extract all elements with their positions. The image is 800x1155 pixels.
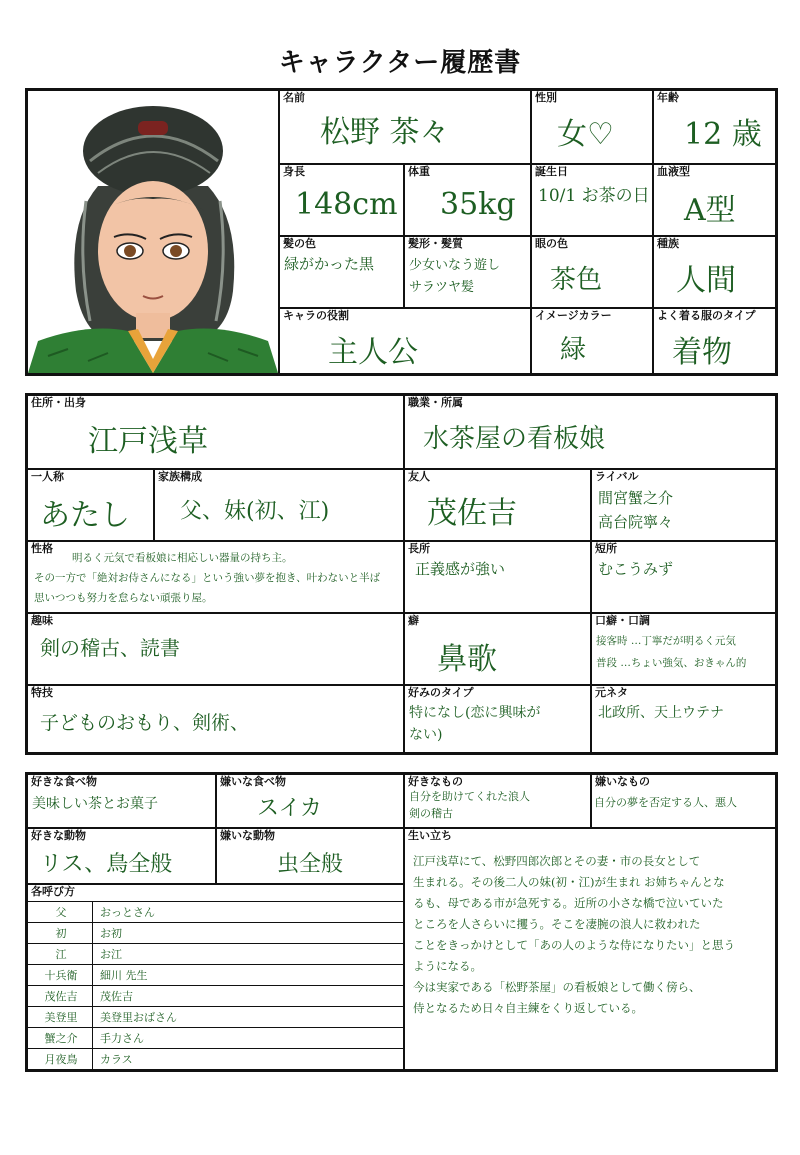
calling-row	[28, 1048, 403, 1069]
field-dis-animal	[215, 827, 403, 883]
field-hobby-label: 趣味	[31, 614, 53, 627]
field-role-label: キャラの役割	[283, 309, 349, 322]
field-skill	[28, 684, 403, 752]
calling-who: 月夜鳥	[44, 1053, 78, 1066]
field-first-person	[28, 468, 153, 540]
field-race-label: 種族	[657, 237, 679, 250]
field-address-value: 江戸浅草	[88, 424, 208, 459]
field-address	[28, 396, 403, 468]
field-family-value: 父、妹(初、江)	[180, 499, 330, 524]
field-age	[652, 91, 775, 163]
calling-divider	[92, 902, 93, 923]
field-skill-label: 特技	[31, 686, 53, 699]
field-friend-label: 友人	[408, 470, 430, 483]
field-weakness	[590, 540, 775, 612]
field-hair-style-label: 髪形・髪質	[408, 237, 463, 250]
field-blood-label: 血液型	[657, 165, 690, 178]
field-gender	[530, 91, 652, 163]
field-address-label: 住所・出身	[31, 396, 86, 409]
calling-who: 江	[55, 948, 67, 961]
calling-who: 茂佐吉	[44, 990, 78, 1003]
calling-call: お初	[100, 927, 122, 940]
field-hair-color-label: 髪の色	[283, 237, 316, 250]
field-speech-value: 接客時 …丁寧だが明るく元気 普段 …ちょい強気、おきゃん的	[596, 635, 747, 669]
field-dis-food-value: スイカ	[257, 796, 322, 821]
profile-section	[25, 88, 778, 376]
field-habit-label: 癖	[408, 614, 419, 627]
field-job-value: 水茶屋の看板娘	[423, 424, 606, 454]
calling-divider	[92, 986, 93, 1007]
calling-call: お江	[100, 948, 122, 961]
calling-who: 十兵衛	[44, 969, 78, 982]
field-weakness-label: 短所	[595, 542, 617, 555]
field-hair-color-value: 緑がかった黒	[284, 255, 375, 273]
field-rival-label: ライバル	[595, 470, 639, 483]
field-role-value: 主人公	[328, 335, 418, 370]
details-section	[25, 393, 778, 755]
calling-call: 細川 先生	[100, 969, 148, 982]
field-habit	[403, 612, 590, 684]
field-hair-style-value: 少女いなう遊し サラツヤ髪	[409, 258, 501, 295]
calling-who: 蟹之介	[44, 1032, 78, 1045]
field-image-color	[530, 307, 652, 373]
field-first-person-label: 一人称	[31, 470, 64, 483]
field-dis-thing-value: 自分の夢を否定する人、悪人	[594, 796, 737, 809]
callings-label: 各呼び方	[31, 885, 75, 898]
likes-section	[25, 772, 778, 1072]
field-weight-label: 体重	[408, 165, 430, 178]
field-weakness-value: むこうみず	[598, 560, 674, 578]
field-fav-thing-value: 自分を助けてくれた浪人 剣の稽古	[409, 790, 530, 820]
field-blood	[652, 163, 775, 235]
field-first-person-value: あたし	[40, 498, 130, 533]
field-habit-value: 鼻歌	[437, 642, 497, 677]
field-rival-value: 間宮蟹之介 高台院寧々	[598, 489, 674, 531]
field-personality-value: 明るく元気で看板娘に相応しい器量の持ち主。 その一方で「絶対お侍さんになる」という強い夢を抱き、叶わないと半ば 思いつつも努力を怠らない頑張り屋。	[34, 552, 381, 604]
field-gender-value: 女♡	[557, 117, 614, 152]
field-height-value: 148cm	[295, 187, 398, 222]
field-age-label: 年齢	[657, 91, 679, 104]
calling-divider	[92, 1028, 93, 1049]
field-name	[278, 91, 530, 163]
field-speech	[590, 612, 775, 684]
field-fav-animal	[28, 827, 215, 883]
field-dis-food	[215, 775, 403, 827]
field-birthday-label: 誕生日	[535, 165, 568, 178]
field-personality-label: 性格	[31, 542, 53, 555]
field-dis-animal-value: 虫全般	[277, 852, 344, 877]
field-hobby	[28, 612, 403, 684]
field-hair-color	[278, 235, 403, 307]
field-speech-label: 口癖・口調	[595, 614, 650, 627]
field-dis-thing	[590, 775, 775, 827]
field-eye-color-value: 茶色	[550, 265, 603, 295]
field-rival	[590, 468, 775, 540]
field-height	[278, 163, 403, 235]
field-blood-value: A型	[684, 193, 736, 228]
field-fav-thing	[403, 775, 590, 827]
field-friend	[403, 468, 590, 540]
field-race	[652, 235, 775, 307]
calling-divider	[92, 944, 93, 965]
calling-row	[28, 943, 403, 964]
field-hair-style	[403, 235, 530, 307]
calling-call: おっとさん	[100, 906, 155, 919]
field-type-label: 好みのタイプ	[408, 686, 474, 699]
calling-row	[28, 964, 403, 985]
field-name-label: 名前	[283, 91, 305, 104]
field-clothes-value: 着物	[672, 335, 732, 370]
calling-call: 美登里おばさん	[100, 1011, 177, 1024]
field-background-label: 生い立ち	[408, 829, 452, 842]
field-strength-label: 長所	[408, 542, 430, 555]
field-fav-food-value: 美味しい茶とお菓子	[32, 796, 158, 812]
field-weight	[403, 163, 530, 235]
field-type-value: 特になし(恋に興味が ない)	[409, 705, 541, 743]
calling-row	[28, 985, 403, 1006]
calling-call: 茂佐吉	[100, 990, 133, 1003]
field-clothes	[652, 307, 775, 373]
calling-who: 美登里	[44, 1011, 78, 1024]
field-weight-value: 35kg	[440, 187, 516, 222]
calling-divider	[92, 1049, 93, 1070]
field-image-color-label: イメージカラー	[535, 309, 612, 322]
field-gender-label: 性別	[535, 91, 557, 104]
field-job	[403, 396, 775, 468]
calling-divider	[92, 1007, 93, 1028]
field-age-value: 12 歳	[684, 117, 762, 152]
field-hobby-value: 剣の稽古、読書	[40, 636, 180, 660]
calling-row	[28, 1027, 403, 1048]
field-background	[403, 827, 775, 1069]
portrait	[28, 91, 278, 373]
calling-call: カラス	[100, 1053, 133, 1066]
field-fav-animal-label: 好きな動物	[31, 829, 86, 842]
field-type	[403, 684, 590, 752]
field-birthday-value: 10/1 お茶の日	[538, 186, 650, 206]
field-fav-food-label: 好きな食べ物	[31, 775, 97, 788]
calling-divider	[92, 923, 93, 944]
field-race-value: 人間	[676, 263, 736, 298]
field-source-value: 北政所、天上ウテナ	[598, 705, 724, 721]
field-family-label: 家族構成	[158, 470, 202, 483]
field-personality	[28, 540, 403, 612]
calling-divider	[92, 965, 93, 986]
field-birthday	[530, 163, 652, 235]
field-fav-thing-label: 好きなもの	[408, 775, 463, 788]
field-dis-animal-label: 嫌いな動物	[220, 829, 275, 842]
field-friend-value: 茂佐吉	[427, 496, 517, 531]
field-dis-thing-label: 嫌いなもの	[595, 775, 650, 788]
field-fav-food	[28, 775, 215, 827]
field-source	[590, 684, 775, 752]
field-clothes-label: よく着る服のタイプ	[657, 309, 756, 322]
field-fav-animal-value: リス、鳥全般	[40, 852, 173, 877]
calling-row	[28, 901, 403, 922]
calling-who: 父	[55, 906, 67, 919]
calling-row	[28, 1006, 403, 1027]
field-background-value: 江戸浅草にて、松野四郎次郎とその妻・市の長女として 生まれる。その後二人の妹(初・江)が生まれ お姉ちゃんとな るも、母である市が急死する。近所の小さな橋で泣いていた ところを人さらいに攫う。そこを凄腕の浪人に救われた ことをきっかけとして「あの人のような侍になりたい」と思う ようになる。 今は実家である「松野茶屋」の看板娘として働く傍ら、 侍となるため日々自主練をくり返している。	[413, 854, 735, 1015]
field-strength-value: 正義感が強い	[415, 560, 506, 578]
calling-call: 手力さん	[100, 1032, 144, 1045]
field-family	[153, 468, 403, 540]
field-height-label: 身長	[283, 165, 305, 178]
portrait-illustration	[28, 91, 278, 373]
field-eye-color-label: 眼の色	[535, 237, 568, 250]
field-strength	[403, 540, 590, 612]
calling-row	[28, 922, 403, 943]
callings-list	[28, 901, 403, 1069]
field-job-label: 職業・所属	[408, 396, 463, 409]
calling-who: 初	[55, 927, 67, 940]
field-name-value: 松野 茶々	[320, 115, 450, 150]
field-dis-food-label: 嫌いな食べ物	[220, 775, 286, 788]
sheet-title: キャラクター履歴書	[278, 48, 522, 78]
field-image-color-value: 緑	[560, 335, 587, 365]
field-eye-color	[530, 235, 652, 307]
field-source-label: 元ネタ	[595, 686, 628, 699]
field-role	[278, 307, 530, 373]
field-skill-value: 子どものおもり、剣術、	[40, 712, 250, 734]
